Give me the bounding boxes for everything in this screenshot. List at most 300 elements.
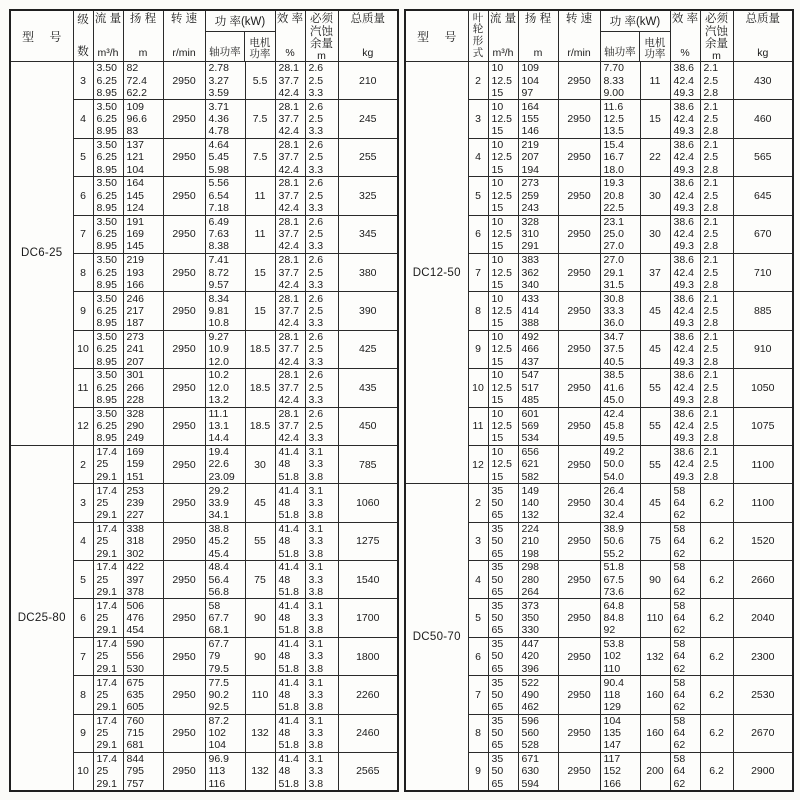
mass-cell: 245 xyxy=(338,100,398,138)
npsh-cell xyxy=(305,292,338,330)
flow-cell-value: 29.1 xyxy=(96,585,117,598)
stage-cell: 7 xyxy=(468,253,488,291)
efficiency-cell-value: 62 xyxy=(673,509,686,522)
efficiency-cell-value: 41.4 xyxy=(278,676,299,689)
flow-cell-value: 8.95 xyxy=(96,278,117,291)
head-cell-value: 547 xyxy=(521,369,540,382)
motor-power-cell: 75 xyxy=(640,522,670,560)
stage-cell: 10 xyxy=(73,753,93,791)
stage-cell: 4 xyxy=(73,522,93,560)
head-cell-value: 301 xyxy=(126,369,145,382)
mass-header-box xyxy=(734,11,793,61)
npsh-cell-value: 3.3 xyxy=(308,240,324,253)
head-cell-value: 522 xyxy=(521,676,540,689)
efficiency-cell-value: 41.4 xyxy=(278,599,299,612)
shaft-power-cell xyxy=(600,714,640,752)
head-cell xyxy=(518,138,558,176)
shaft-power-cell-value: 13.1 xyxy=(208,420,229,433)
npsh-cell xyxy=(305,407,338,445)
npsh-cell-value: 3.3 xyxy=(308,688,324,701)
head-cell-value: 590 xyxy=(126,638,145,651)
mass-cell: 1700 xyxy=(338,599,398,637)
speed-cell: 2950 xyxy=(163,484,205,522)
head-cell xyxy=(518,215,558,253)
head-cell xyxy=(123,445,163,483)
stage-cell: 6 xyxy=(73,599,93,637)
speed-header-unit: r/min xyxy=(172,47,196,59)
shaft-power-cell xyxy=(205,445,245,483)
flow-cell-value: 12.5 xyxy=(491,151,512,164)
efficiency-cell-value: 38.6 xyxy=(673,369,694,382)
mass-cell: 390 xyxy=(338,292,398,330)
flow-cell xyxy=(488,292,518,330)
efficiency-cell-value: 28.1 xyxy=(278,330,299,343)
mass-cell: 2670 xyxy=(733,714,793,752)
npsh-cell xyxy=(305,599,338,637)
head-cell-value: 447 xyxy=(521,638,540,651)
mass-cell: 2460 xyxy=(338,714,398,752)
shaft-power-cell-value: 29.1 xyxy=(603,266,624,279)
npsh-cell-value: 3.8 xyxy=(308,547,324,560)
head-header-unit: m xyxy=(533,47,543,59)
efficiency-cell-value: 58 xyxy=(673,484,686,497)
motor-power-header-line2: 功率 xyxy=(644,47,666,60)
efficiency-cell-value: 42.4 xyxy=(673,151,694,164)
table-row xyxy=(405,62,793,100)
efficiency-cell-value: 42.4 xyxy=(673,420,694,433)
column2-header-chars xyxy=(74,11,93,61)
flow-cell-value: 8.95 xyxy=(96,432,117,445)
npsh-cell-value: 2.1 xyxy=(703,369,719,382)
shaft-power-header: 轴功率 xyxy=(601,32,641,61)
flow-cell-value: 10 xyxy=(491,254,504,267)
efficiency-cell xyxy=(670,561,700,599)
efficiency-cell-value: 28.1 xyxy=(278,100,299,113)
shaft-power-cell-value: 117 xyxy=(603,753,621,766)
shaft-power-cell-value: 18.0 xyxy=(603,163,624,176)
efficiency-cell xyxy=(670,445,700,483)
shaft-power-cell-value: 37.5 xyxy=(603,343,624,356)
efficiency-cell-value: 62 xyxy=(673,777,686,790)
head-cell xyxy=(518,445,558,483)
mass-cell: 1060 xyxy=(338,484,398,522)
flow-cell-value: 50 xyxy=(491,535,504,548)
flow-cell xyxy=(93,253,123,291)
efficiency-cell-value: 42.4 xyxy=(673,74,694,87)
head-cell-value: 96.6 xyxy=(126,112,147,125)
flow-cell-value: 10 xyxy=(491,407,504,420)
flow-cell-value: 17.4 xyxy=(96,522,117,535)
npsh-cell-value: 2.6 xyxy=(308,62,324,75)
head-cell-value: 338 xyxy=(126,522,145,535)
flow-cell-value: 10 xyxy=(491,139,504,152)
flow-cell-value: 3.50 xyxy=(96,62,117,75)
speed-cell: 2950 xyxy=(558,637,600,675)
flow-cell-value: 50 xyxy=(491,688,504,701)
head-cell-value: 534 xyxy=(521,432,540,445)
flow-cell-value: 8.95 xyxy=(96,86,117,99)
efficiency-cell xyxy=(670,62,700,100)
motor-power-cell: 45 xyxy=(640,484,670,522)
npsh-cell-value: 3.8 xyxy=(308,777,324,790)
stage-cell: 8 xyxy=(73,676,93,714)
flow-cell xyxy=(488,637,518,675)
head-cell-value: 228 xyxy=(126,393,145,406)
npsh-cell xyxy=(700,62,733,100)
speed-cell: 2950 xyxy=(558,215,600,253)
npsh-cell-value: 2.8 xyxy=(703,470,719,483)
shaft-power-cell-value: 19.4 xyxy=(208,446,229,459)
shaft-power-cell-value: 49.5 xyxy=(603,432,624,445)
speed-cell: 2950 xyxy=(558,292,600,330)
power-subheader xyxy=(601,32,670,61)
shaft-power-cell xyxy=(600,561,640,599)
head-cell-value: 164 xyxy=(521,100,540,113)
shaft-power-cell xyxy=(600,637,640,675)
shaft-power-cell xyxy=(205,253,245,291)
efficiency-cell-value: 49.3 xyxy=(673,393,694,406)
mass-cell: 2530 xyxy=(733,676,793,714)
shaft-power-cell-value: 48.4 xyxy=(208,561,229,574)
shaft-power-cell-value: 56.4 xyxy=(208,573,229,586)
head-cell-value: 224 xyxy=(521,522,540,535)
npsh-cell: 6.2 xyxy=(700,599,733,637)
flow-cell-value: 15 xyxy=(491,432,504,445)
flow-cell-value: 29.1 xyxy=(96,547,117,560)
efficiency-cell-value: 48 xyxy=(278,765,291,778)
efficiency-cell-value: 49.3 xyxy=(673,278,694,291)
head-cell-value: 280 xyxy=(521,573,540,586)
npsh-cell-value: 2.5 xyxy=(703,266,719,279)
head-header xyxy=(123,10,163,62)
flow-cell-value: 12.5 xyxy=(491,458,512,471)
stage-cell: 8 xyxy=(468,714,488,752)
column2-char: 轮 xyxy=(472,23,484,36)
shaft-power-cell-value: 8.34 xyxy=(208,292,229,305)
efficiency-cell-value: 42.4 xyxy=(278,393,299,406)
npsh-cell xyxy=(305,177,338,215)
shaft-power-cell-value: 20.8 xyxy=(603,189,624,202)
speed-cell: 2950 xyxy=(163,407,205,445)
head-cell xyxy=(518,369,558,407)
efficiency-cell-value: 28.1 xyxy=(278,292,299,305)
column2-char: 形 xyxy=(472,35,484,47)
efficiency-header-label: 效 率 xyxy=(671,13,699,25)
shaft-power-cell-value: 4.64 xyxy=(208,139,229,152)
npsh-cell xyxy=(305,215,338,253)
head-cell-value: 715 xyxy=(126,727,145,740)
shaft-power-cell-value: 45.0 xyxy=(603,393,624,406)
shaft-power-cell-value: 5.45 xyxy=(208,151,229,164)
stage-cell: 11 xyxy=(73,369,93,407)
stage-cell: 10 xyxy=(468,369,488,407)
efficiency-cell xyxy=(275,753,305,791)
flow-cell-value: 15 xyxy=(491,86,504,99)
flow-cell-value: 15 xyxy=(491,393,504,406)
shaft-power-cell-value: 27.0 xyxy=(603,240,624,253)
flow-cell xyxy=(488,138,518,176)
npsh-cell-value: 2.1 xyxy=(703,215,719,228)
head-cell-value: 605 xyxy=(126,701,145,714)
mass-cell: 210 xyxy=(338,62,398,100)
efficiency-cell-value: 41.4 xyxy=(278,753,299,766)
shaft-power-cell-value: 12.5 xyxy=(603,112,624,125)
flow-cell-value: 17.4 xyxy=(96,638,117,651)
efficiency-cell-value: 49.3 xyxy=(673,317,694,330)
mass-cell: 430 xyxy=(733,62,793,100)
flow-cell-value: 3.50 xyxy=(96,369,117,382)
speed-cell: 2950 xyxy=(558,100,600,138)
efficiency-cell-value: 48 xyxy=(278,535,291,548)
npsh-cell xyxy=(305,753,338,791)
shaft-power-cell-value: 104 xyxy=(208,739,227,752)
mass-cell: 1275 xyxy=(338,522,398,560)
head-cell-value: 298 xyxy=(521,561,540,574)
flow-cell-value: 29.1 xyxy=(96,470,117,483)
head-cell-value: 194 xyxy=(521,163,540,176)
shaft-power-cell xyxy=(205,177,245,215)
efficiency-cell xyxy=(670,714,700,752)
speed-header-box xyxy=(559,11,600,61)
motor-power-header-line1: 电机 xyxy=(644,37,666,49)
shaft-power-cell-value: 118 xyxy=(603,688,621,701)
npsh-cell-value: 3.3 xyxy=(308,496,324,509)
efficiency-cell-value: 51.8 xyxy=(278,509,299,522)
shaft-power-cell xyxy=(205,753,245,791)
efficiency-cell-value: 38.6 xyxy=(673,407,694,420)
efficiency-cell-value: 42.4 xyxy=(278,125,299,138)
head-cell-value: 159 xyxy=(126,458,145,471)
mass-cell: 325 xyxy=(338,177,398,215)
flow-cell xyxy=(93,637,123,675)
shaft-power-cell xyxy=(205,599,245,637)
flow-cell xyxy=(93,215,123,253)
head-cell-value: 506 xyxy=(126,599,145,612)
head-cell xyxy=(518,253,558,291)
stage-cell: 6 xyxy=(468,215,488,253)
shaft-power-cell-value: 5.98 xyxy=(208,163,229,176)
head-cell-value: 844 xyxy=(126,753,145,766)
shaft-power-cell-value: 36.0 xyxy=(603,317,624,330)
stage-cell: 8 xyxy=(73,253,93,291)
stage-cell: 11 xyxy=(468,407,488,445)
efficiency-cell xyxy=(670,253,700,291)
model-header xyxy=(405,10,468,62)
head-cell xyxy=(123,215,163,253)
shaft-power-cell xyxy=(205,484,245,522)
flow-cell-value: 6.25 xyxy=(96,74,117,87)
shaft-power-cell-value: 102 xyxy=(603,650,622,663)
flow-cell xyxy=(93,62,123,100)
shaft-power-cell-value: 31.5 xyxy=(603,278,624,291)
flow-cell-value: 15 xyxy=(491,240,504,253)
shaft-power-cell-value: 6.54 xyxy=(208,189,229,202)
speed-cell: 2950 xyxy=(558,177,600,215)
npsh-cell-value: 2.6 xyxy=(308,177,324,190)
flow-cell-value: 25 xyxy=(96,612,109,625)
shaft-power-cell xyxy=(600,676,640,714)
shaft-power-cell xyxy=(205,369,245,407)
npsh-cell-value: 2.6 xyxy=(308,254,324,267)
efficiency-cell xyxy=(275,253,305,291)
head-cell-value: 291 xyxy=(521,240,540,253)
head-cell xyxy=(123,676,163,714)
shaft-power-cell-value: 7.63 xyxy=(208,228,229,241)
head-cell-value: 350 xyxy=(521,612,540,625)
head-cell xyxy=(518,407,558,445)
motor-power-cell: 75 xyxy=(245,561,275,599)
mass-cell: 2565 xyxy=(338,753,398,791)
head-cell xyxy=(518,714,558,752)
npsh-cell: 6.2 xyxy=(700,676,733,714)
head-cell-value: 290 xyxy=(126,420,145,433)
efficiency-cell-value: 37.7 xyxy=(278,266,299,279)
npsh-cell-value: 2.1 xyxy=(703,254,719,267)
flow-cell xyxy=(93,407,123,445)
mass-cell: 645 xyxy=(733,177,793,215)
efficiency-cell xyxy=(275,369,305,407)
motor-power-cell: 11 xyxy=(245,177,275,215)
flow-cell-value: 10 xyxy=(491,292,504,305)
flow-cell-value: 6.25 xyxy=(96,304,117,317)
flow-header-box xyxy=(94,11,123,61)
shaft-power-cell xyxy=(205,676,245,714)
efficiency-cell-value: 37.7 xyxy=(278,304,299,317)
efficiency-cell-value: 42.4 xyxy=(278,86,299,99)
flow-cell-value: 10 xyxy=(491,100,504,113)
shaft-power-cell-value: 23.1 xyxy=(603,215,624,228)
npsh-cell-value: 2.1 xyxy=(703,177,719,190)
shaft-power-cell-value: 40.5 xyxy=(603,355,624,368)
motor-power-cell: 7.5 xyxy=(245,100,275,138)
npsh-cell-value: 2.5 xyxy=(308,381,324,394)
npsh-cell: 6.2 xyxy=(700,753,733,791)
flow-cell-value: 35 xyxy=(491,676,504,689)
stage-cell: 12 xyxy=(73,407,93,445)
head-cell-value: 264 xyxy=(521,585,540,598)
flow-header-label: 流 量 xyxy=(489,13,517,25)
shaft-power-cell-value: 4.36 xyxy=(208,112,229,125)
npsh-cell-value: 2.8 xyxy=(703,240,719,253)
shaft-power-cell-value: 166 xyxy=(603,777,622,790)
speed-header-label: 转 速 xyxy=(565,13,593,25)
head-cell-value: 378 xyxy=(126,585,145,598)
flow-cell-value: 15 xyxy=(491,202,504,215)
head-cell-value: 383 xyxy=(521,254,540,267)
column2-char: 数 xyxy=(77,46,89,58)
flow-header-unit: m³/h xyxy=(492,47,514,59)
flow-cell-value: 3.50 xyxy=(96,292,117,305)
npsh-cell-value: 3.3 xyxy=(308,765,324,778)
npsh-cell: 6.2 xyxy=(700,637,733,675)
head-cell-value: 210 xyxy=(521,535,540,548)
flow-cell xyxy=(488,253,518,291)
flow-cell-value: 50 xyxy=(491,727,504,740)
npsh-cell xyxy=(305,138,338,176)
head-cell-value: 318 xyxy=(126,535,145,548)
speed-cell: 2950 xyxy=(558,445,600,483)
stage-cell: 12 xyxy=(468,445,488,483)
shaft-power-cell xyxy=(600,484,640,522)
efficiency-cell-value: 58 xyxy=(673,561,686,574)
npsh-cell-value: 3.1 xyxy=(308,561,324,574)
speed-cell: 2950 xyxy=(558,484,600,522)
npsh-cell-value: 3.3 xyxy=(308,573,324,586)
efficiency-cell-value: 42.4 xyxy=(278,240,299,253)
shaft-power-cell-value: 110 xyxy=(603,662,621,675)
npsh-cell-value: 3.1 xyxy=(308,753,324,766)
flow-cell xyxy=(488,330,518,368)
flow-cell xyxy=(488,676,518,714)
flow-cell-value: 29.1 xyxy=(96,739,117,752)
speed-cell: 2950 xyxy=(558,330,600,368)
flow-cell xyxy=(93,714,123,752)
speed-cell: 2950 xyxy=(163,330,205,368)
head-cell-value: 601 xyxy=(521,407,540,420)
npsh-cell xyxy=(700,177,733,215)
head-cell-value: 437 xyxy=(521,355,540,368)
shaft-power-header: 轴功率 xyxy=(206,32,246,61)
efficiency-cell-value: 42.4 xyxy=(673,189,694,202)
stage-cell: 7 xyxy=(73,215,93,253)
npsh-cell-value: 2.5 xyxy=(703,420,719,433)
npsh-cell-value: 2.1 xyxy=(703,100,719,113)
motor-power-cell: 37 xyxy=(640,253,670,291)
flow-cell-value: 29.1 xyxy=(96,509,117,522)
motor-power-cell: 55 xyxy=(245,522,275,560)
motor-power-cell: 30 xyxy=(640,215,670,253)
npsh-cell xyxy=(700,407,733,445)
efficiency-cell-value: 42.4 xyxy=(673,458,694,471)
flow-cell-value: 25 xyxy=(96,765,109,778)
flow-cell-value: 12.5 xyxy=(491,228,512,241)
efficiency-cell xyxy=(275,407,305,445)
npsh-cell xyxy=(700,369,733,407)
shaft-power-cell xyxy=(600,62,640,100)
flow-header xyxy=(488,10,518,62)
shaft-power-cell-value: 68.1 xyxy=(208,624,229,637)
power-header-label: 功 率(kW) xyxy=(206,11,275,32)
head-cell xyxy=(123,599,163,637)
head-cell xyxy=(518,177,558,215)
head-header xyxy=(518,10,558,62)
efficiency-cell-value: 58 xyxy=(673,638,686,651)
npsh-cell-value: 3.8 xyxy=(308,739,324,752)
flow-cell-value: 25 xyxy=(96,458,109,471)
table-row xyxy=(10,62,398,100)
head-cell-value: 596 xyxy=(521,714,540,727)
efficiency-cell-value: 37.7 xyxy=(278,420,299,433)
head-cell-value: 454 xyxy=(126,624,145,637)
npsh-header-box xyxy=(306,11,338,61)
flow-cell-value: 29.1 xyxy=(96,662,117,675)
column2-char: 式 xyxy=(472,46,484,59)
mass-cell: 910 xyxy=(733,330,793,368)
flow-cell-value: 25 xyxy=(96,650,109,663)
shaft-power-cell-value: 79 xyxy=(208,650,221,663)
motor-power-cell: 15 xyxy=(245,253,275,291)
npsh-cell-value: 2.5 xyxy=(703,189,719,202)
npsh-header-label: 必须汽蚀余量 xyxy=(310,13,333,50)
shaft-power-cell-value: 3.71 xyxy=(208,100,229,113)
shaft-power-cell xyxy=(205,522,245,560)
head-header-label: 扬 程 xyxy=(129,13,157,25)
head-cell-value: 569 xyxy=(521,420,540,433)
npsh-cell-value: 3.8 xyxy=(308,470,324,483)
efficiency-cell-value: 58 xyxy=(673,714,686,727)
efficiency-cell-value: 37.7 xyxy=(278,228,299,241)
npsh-cell-value: 3.8 xyxy=(308,624,324,637)
